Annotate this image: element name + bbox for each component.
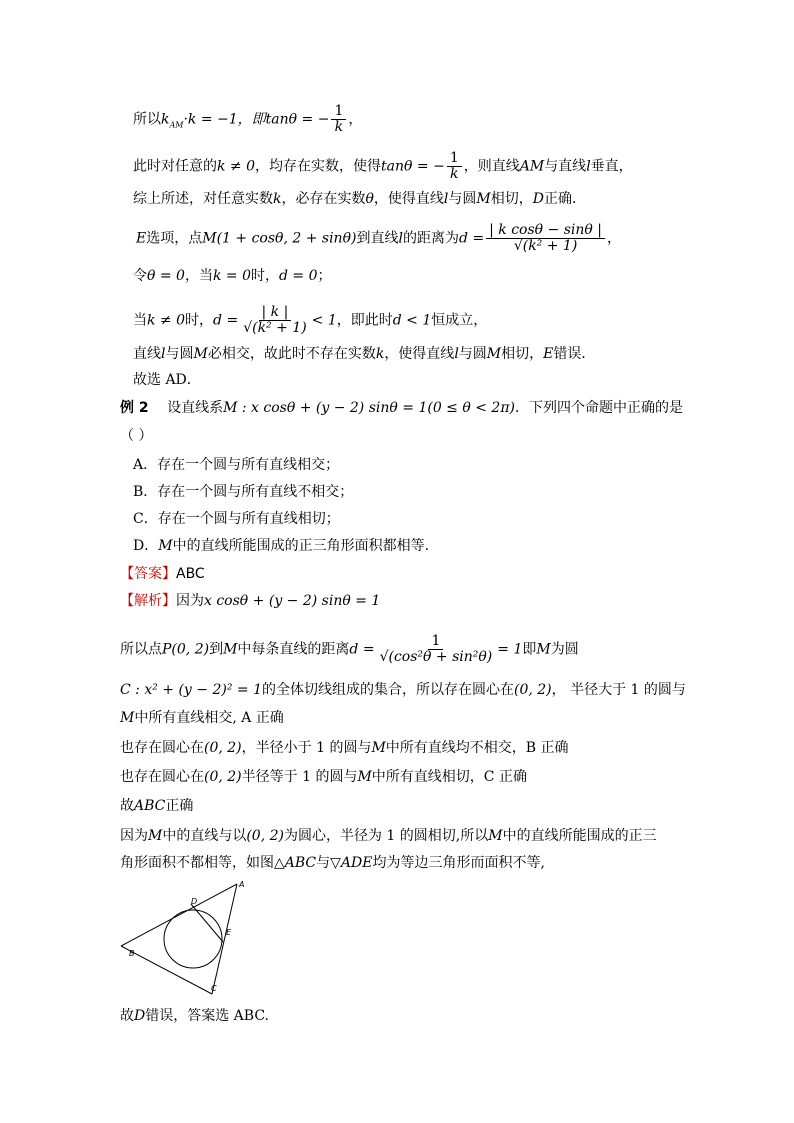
solution-line-4 xyxy=(136,223,621,254)
text: 也存在圆心在 xyxy=(120,740,204,756)
text: 恒成立， xyxy=(431,312,488,329)
analysis-line-7 xyxy=(120,796,193,816)
triangle-incircle-figure xyxy=(115,878,255,998)
text: 相切， xyxy=(501,346,544,362)
text: ．下列四个命题中正确的是 xyxy=(515,400,683,416)
analysis-line xyxy=(120,591,380,611)
math: M xyxy=(223,641,238,658)
option-d xyxy=(133,536,429,556)
answer-line xyxy=(120,564,205,584)
math: k ≠ 0 xyxy=(147,312,186,329)
analysis-line-5 xyxy=(120,738,569,758)
text: ，使得直线 xyxy=(373,191,444,207)
analysis-line-4 xyxy=(120,708,284,728)
text: 的全体切线组成的集合，所以存在圆心在 xyxy=(262,682,514,698)
text: A．存在一个圆与所有直线相交； xyxy=(133,457,340,473)
math: tanθ = − xyxy=(381,158,445,175)
math: d < 1 xyxy=(392,312,432,329)
text: 错误． xyxy=(553,346,596,362)
text: ，则直线 xyxy=(463,158,520,175)
text: 半径等于 1 的圆与 xyxy=(241,769,358,785)
text: 设直线系 xyxy=(167,400,224,416)
math: d = xyxy=(213,312,239,329)
text: ， 半径大于 1 的圆与 xyxy=(551,682,686,698)
text: 当 xyxy=(133,312,147,329)
solution-line-6 xyxy=(133,305,487,336)
analysis-line-3 xyxy=(120,680,686,700)
side-bc xyxy=(121,946,212,994)
math: M xyxy=(486,346,502,362)
math: l xyxy=(586,158,591,175)
label-b: B xyxy=(129,949,135,958)
text: 到直线 xyxy=(356,230,399,247)
text: 与圆 xyxy=(448,191,477,207)
text: ； xyxy=(317,268,332,284)
text: 角形面积不都相等，如图 xyxy=(120,855,274,871)
fraction: $\frac{1}{k}$ xyxy=(331,104,346,135)
analysis-line-2 xyxy=(120,634,579,665)
label-c: C xyxy=(211,984,217,993)
math: (0, 2) xyxy=(246,828,284,844)
text: C．存在一个圆与所有直线相切； xyxy=(133,511,340,527)
math: M xyxy=(193,346,208,362)
math-sub: AM xyxy=(169,120,184,130)
text: 垂直， xyxy=(590,158,633,175)
text: ，必存在实数 xyxy=(281,191,366,207)
example-2-question xyxy=(120,398,683,418)
text: 为圆心，半径为 1 的圆相切,所以 xyxy=(283,828,489,844)
label-e: E xyxy=(226,928,232,937)
math: P(0, 2) xyxy=(162,641,210,658)
text: 与圆 xyxy=(458,346,487,362)
text: 令 xyxy=(133,268,147,284)
math: E xyxy=(543,346,554,362)
text: 与 xyxy=(316,855,331,871)
text: 中每条直线的距离 xyxy=(237,641,350,658)
math: θ = 0 xyxy=(147,268,185,284)
math: AM xyxy=(519,158,545,175)
text: 因为 xyxy=(176,593,204,609)
text: 与圆 xyxy=(165,346,194,362)
text: 均为等边三角形而面积不等, xyxy=(372,855,545,871)
text: 正确． xyxy=(543,191,586,207)
math: l xyxy=(443,191,449,207)
solution-line-7 xyxy=(133,344,595,364)
math: (0, 2) xyxy=(204,740,242,756)
incircle xyxy=(164,910,222,968)
text: ， xyxy=(348,111,363,128)
solution-line-5 xyxy=(133,266,332,286)
option-a xyxy=(133,455,339,475)
answer-value: ABC xyxy=(176,566,205,582)
text: 即 xyxy=(522,641,537,658)
math: M xyxy=(488,828,503,844)
math: M xyxy=(158,538,173,554)
math: E xyxy=(136,230,147,247)
text: 的距离为 xyxy=(402,230,459,247)
analysis-label: 【解析】 xyxy=(120,593,176,609)
final-line xyxy=(120,1006,269,1026)
math: k xyxy=(273,191,282,207)
math: < 1 xyxy=(311,312,337,329)
text: 错误，答案选 ABC. xyxy=(145,1008,270,1024)
math: d = xyxy=(349,641,375,658)
math: M(1 + cosθ, 2 + sinθ) xyxy=(202,230,357,247)
text: 故 xyxy=(120,798,134,814)
label-d: D xyxy=(191,897,198,906)
text: 直线 xyxy=(133,346,161,362)
option-c xyxy=(133,509,340,529)
text: ，当 xyxy=(184,268,213,284)
text: 必相交，故此时不存在实数 xyxy=(207,346,376,362)
text: 综上所述，对任意实数 xyxy=(133,191,273,207)
side-ab xyxy=(121,884,237,946)
math: = 1 xyxy=(497,641,523,658)
example-label: 例 2 xyxy=(120,400,149,416)
analysis-line-6 xyxy=(120,767,527,787)
text: 中所有直线相切，C 正确 xyxy=(371,769,527,785)
math: M xyxy=(148,828,163,844)
math: M : x cosθ + (y − 2) sinθ = 1(0 ≤ θ < 2π) xyxy=(223,400,515,416)
label-a: A xyxy=(239,880,245,889)
text: 因为 xyxy=(120,828,148,844)
math: M xyxy=(120,710,135,726)
text: 中的直线所能围成的正三 xyxy=(502,828,657,844)
solution-conclusion xyxy=(133,370,201,390)
text: 时， xyxy=(185,312,214,329)
math: ·k = −1，即 xyxy=(183,111,266,128)
fraction: $\frac{1}{\text{√(cos²θ + sin²θ)}}$ xyxy=(379,633,493,665)
math: l xyxy=(398,230,403,247)
math: M xyxy=(536,641,551,658)
text: 此时对任意的 xyxy=(133,158,217,175)
fraction: $\frac{\text{| k cosθ − sinθ |}}{\text{√(k² + 1)}}$ xyxy=(486,223,605,254)
math: M xyxy=(476,191,491,207)
text: ，使得直线 xyxy=(384,346,455,362)
fraction: $\frac{1}{k}$ xyxy=(447,151,462,182)
text: 故 xyxy=(120,1008,134,1024)
text: 也存在圆心在 xyxy=(120,769,204,785)
math: d = xyxy=(458,230,485,247)
math: M xyxy=(357,769,372,785)
text: ，即此时 xyxy=(336,312,393,329)
math: (0, 2) xyxy=(204,769,242,785)
text: 中所有直线均不相交，B 正确 xyxy=(385,740,569,756)
math: (0, 2) xyxy=(514,682,552,698)
math: M xyxy=(371,740,386,756)
text: ， xyxy=(607,230,621,247)
text: 所以 xyxy=(133,111,161,128)
math: k xyxy=(375,346,385,362)
math: θ xyxy=(365,191,374,207)
math: k = 0 xyxy=(212,268,251,284)
text: （ ） xyxy=(120,428,153,444)
answer-label: 【答案】 xyxy=(120,566,176,582)
text: 时， xyxy=(251,268,279,284)
math: k xyxy=(161,111,170,128)
analysis-line-8 xyxy=(120,826,657,846)
text: ，半径小于 1 的圆与 xyxy=(241,740,372,756)
math: l xyxy=(454,346,459,362)
math: C : x² + (y − 2)² = 1 xyxy=(120,682,262,698)
text: 与直线 xyxy=(544,158,587,175)
solution-line-1 xyxy=(133,104,362,135)
text: 为圆 xyxy=(550,641,579,658)
fraction: $\frac{| k |}{\text{√(k² + 1)}}$ xyxy=(243,304,307,336)
math: x cosθ + (y − 2) sinθ = 1 xyxy=(204,593,381,609)
text: 中的直线所能围成的正三角形面积都相等. xyxy=(172,538,430,554)
text: 到 xyxy=(209,641,224,658)
text: 正确 xyxy=(165,798,194,814)
text: 选项，点 xyxy=(146,230,203,247)
text: 中所有直线相交, A 正确 xyxy=(134,710,284,726)
text: 故选 AD． xyxy=(133,372,201,388)
answer-blank xyxy=(120,426,152,446)
text: 相切， xyxy=(490,191,533,207)
text: D． xyxy=(133,538,159,554)
text: 所以点 xyxy=(120,641,162,658)
text: B．存在一个圆与所有直线不相交； xyxy=(133,484,354,500)
math: l xyxy=(161,346,166,362)
math: ABC xyxy=(134,798,166,814)
analysis-line-9 xyxy=(120,853,545,873)
math: D xyxy=(532,191,544,207)
math: ▽ADE xyxy=(330,855,373,871)
math: △ABC xyxy=(274,855,317,871)
math: k ≠ 0 xyxy=(217,158,256,175)
option-b xyxy=(133,482,353,502)
solution-line-3 xyxy=(133,189,586,209)
solution-line-2 xyxy=(133,151,633,182)
math: tanθ = − xyxy=(265,111,330,128)
math: d = 0 xyxy=(279,268,318,284)
math: D xyxy=(134,1008,146,1024)
side-ac xyxy=(212,884,237,994)
text: ，均存在实数，使得 xyxy=(255,158,382,175)
text: 中的直线与以 xyxy=(162,828,247,844)
